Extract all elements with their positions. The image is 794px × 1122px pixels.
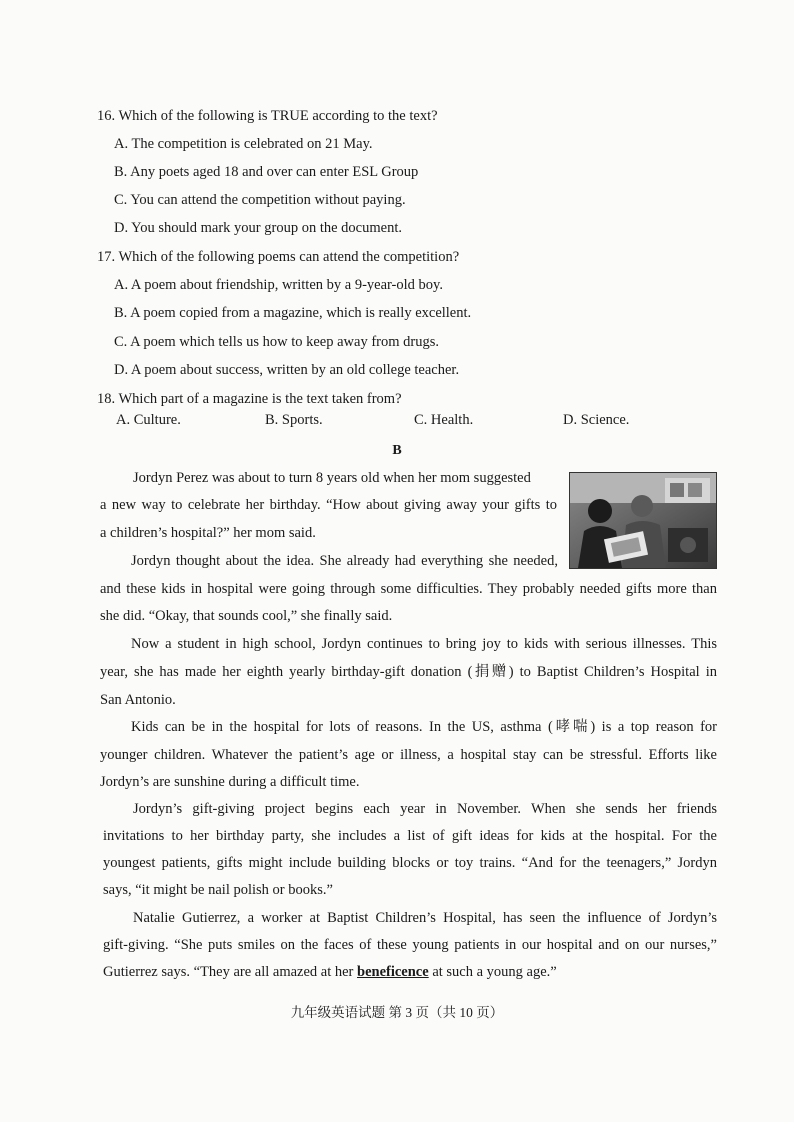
passage-line-2: a new way to celebrate her birthday. “How about giving away your gifts to bbox=[100, 497, 557, 513]
question-16-option-d: D. You should mark your group on the document. bbox=[114, 220, 402, 236]
passage-line-17: Natalie Gutierrez, a worker at Baptist Children’s Hospital, has seen the influence of Jordyn’s bbox=[133, 910, 717, 926]
passage-line-1: Jordyn Perez was about to turn 8 years old when her mom suggested bbox=[133, 470, 531, 486]
passage-line-3: a children’s hospital?” her mom said. bbox=[100, 525, 316, 541]
passage-line-16: says, “it might be nail polish or books.” bbox=[103, 882, 333, 898]
passage-line-5: and these kids in hospital were going through some difficulties. They probably needed gifts more than bbox=[100, 581, 717, 597]
question-17-option-b: B. A poem copied from a magazine, which is really excellent. bbox=[114, 305, 472, 321]
question-16-stem: 16. Which of the following is TRUE according to the text? bbox=[97, 108, 438, 124]
passage-line-14: invitations to her birthday party, she includes a list of gift ideas for kids at the hospital. For the bbox=[103, 828, 717, 844]
passage-photo bbox=[569, 472, 717, 569]
question-18-stem: 18. Which part of a magazine is the text taken from? bbox=[97, 391, 402, 407]
passage-line-11: younger children. Whatever the patient’s age or illness, a hospital stay can be stressful. Efforts like bbox=[100, 747, 717, 763]
passage-line-9: San Antonio. bbox=[100, 692, 176, 708]
passage-line-15: youngest patients, gifts might include building blocks or toy trains. “And for the teenagers,” Jordyn bbox=[103, 855, 717, 871]
page-footer: 九年级英语试题 第 3 页（共 10 页） bbox=[290, 1005, 504, 1020]
question-16-option-b: B. Any poets aged 18 and over can enter ESL Group bbox=[114, 164, 419, 180]
section-title: B bbox=[392, 443, 402, 458]
question-17-stem: 17. Which of the following poems can attend the competition? bbox=[97, 249, 460, 265]
question-16-option-a: A. The competition is celebrated on 21 May. bbox=[114, 136, 373, 152]
question-18-option-d: D. Science. bbox=[563, 412, 630, 428]
passage-line-18: gift-giving. “She puts smiles on the faces of these young patients in our hospital and on our nurses,” bbox=[103, 937, 717, 953]
last-line-before: Gutierrez says. “They are all amazed at her bbox=[103, 964, 358, 980]
question-17-option-a: A. A poem about friendship, written by a 9-year-old boy. bbox=[114, 277, 443, 293]
passage-line-10: Kids can be in the hospital for lots of reasons. In the US, asthma (哮喘) is a top reason for bbox=[131, 719, 717, 735]
last-line-after: at such a young age.” bbox=[428, 964, 557, 980]
question-18-option-c: C. Health. bbox=[414, 412, 474, 428]
question-18-options bbox=[116, 412, 716, 430]
passage-line-19 bbox=[103, 963, 557, 981]
photo-children-with-gifts bbox=[570, 473, 716, 568]
passage-line-4: Jordyn thought about the idea. She already had everything she needed, bbox=[131, 553, 558, 569]
passage-line-7: Now a student in high school, Jordyn continues to bring joy to kids with serious illnesses. This bbox=[131, 636, 717, 652]
keyword-beneficence: beneficence bbox=[357, 964, 429, 980]
passage-line-6: she did. “Okay, that sounds cool,” she finally said. bbox=[100, 608, 393, 624]
question-17-option-d: D. A poem about success, written by an old college teacher. bbox=[114, 362, 460, 378]
question-18-option-a: A. Culture. bbox=[116, 412, 181, 428]
question-17-option-c: C. A poem which tells us how to keep away from drugs. bbox=[114, 334, 439, 350]
question-18-option-b: B. Sports. bbox=[265, 412, 323, 428]
passage-line-8: year, she has made her eighth yearly birthday-gift donation (捐赠) to Baptist Children’s Hospital in bbox=[100, 664, 717, 680]
question-16-option-c: C. You can attend the competition without paying. bbox=[114, 192, 406, 208]
passage-line-12: Jordyn’s are sunshine during a difficult time. bbox=[100, 774, 360, 790]
passage-line-13: Jordyn’s gift-giving project begins each year in November. When she sends her friends bbox=[133, 801, 717, 817]
